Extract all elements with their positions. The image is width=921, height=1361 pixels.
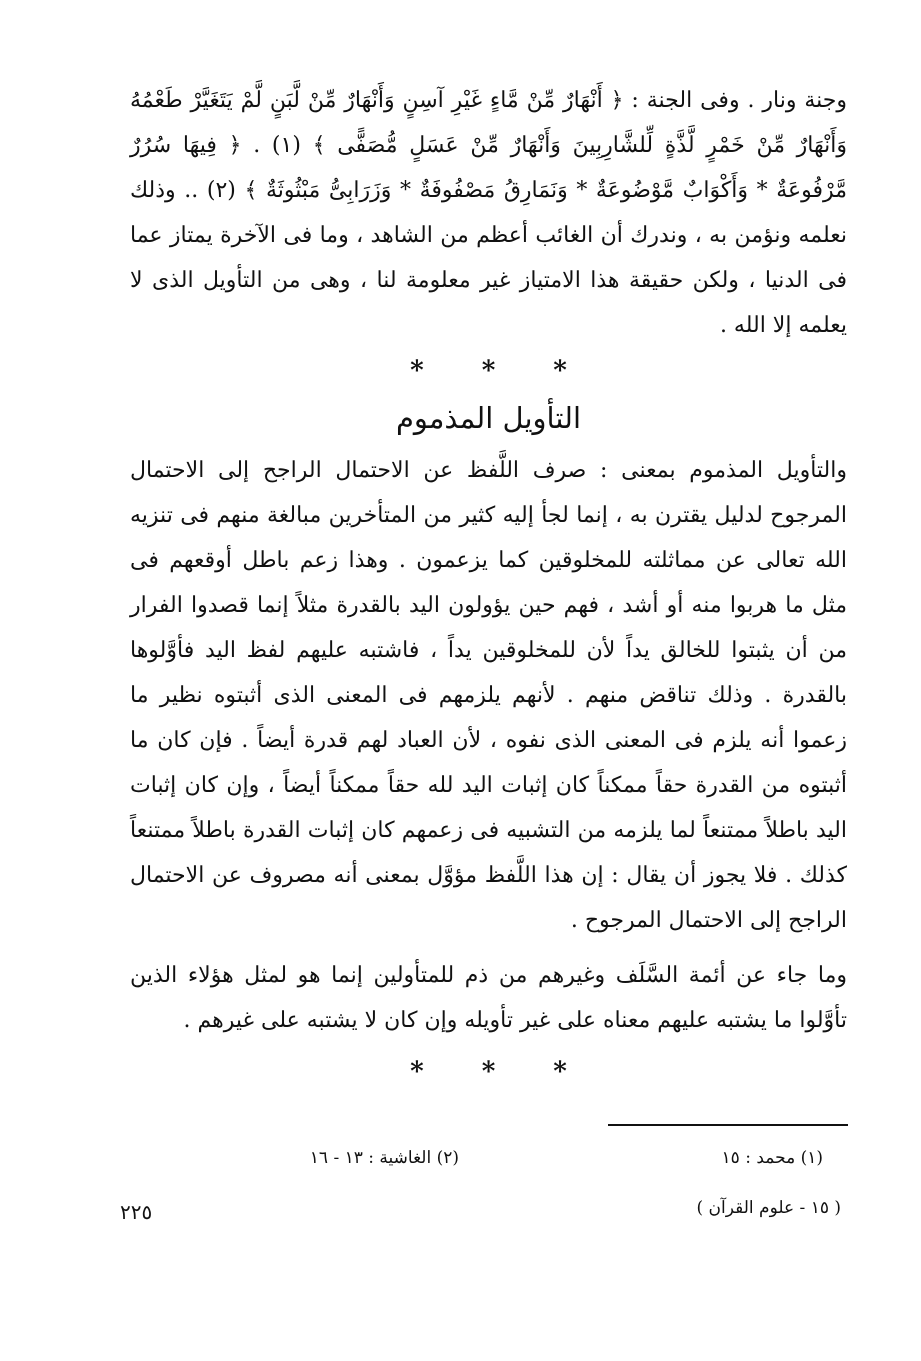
footnote-2: (٢) الغاشية : ١٣ - ١٦ — [309, 1148, 459, 1168]
separator-star: * — [481, 1057, 496, 1087]
paragraph-2: وما جاء عن أئمة السَّلَف وغيرهم من ذم للمتأولين إنما هو لمثل هؤلاء الذين تأوَّلوا ما يشتبه عليهم معناه على غير تأويله وإن كان لا يشتبه على غيرهم . — [130, 963, 847, 1033]
separator-star: * — [553, 356, 567, 386]
footnote-1: (١) محمد : ١٥ — [721, 1148, 823, 1168]
separator-star: * — [481, 356, 496, 386]
page-number: ٢٢٥ — [120, 1200, 153, 1224]
page-body — [130, 78, 847, 1093]
continuation-paragraph: وجنة ونار . وفى الجنة : ﴿ أَنْهَارٌ مِّنْ مَّاءٍ غَيْرِ آسِنٍ وَأَنْهَارٌ مِّنْ لَّبَنٍ لَّمْ يَتَغَيَّرْ طَعْمُهُ وَأَنْهَارٌ مِّنْ خَمْرٍ لَّذَّةٍ لِّلشَّارِبِينَ وَأَنْهَارٌ مِّنْ عَسَلٍ مُّصَفًّى ﴾ (١) . ﴿ فِيهَا سُرُرٌ مَّرْفُوعَةٌ * وَأَكْوَابٌ مَّوْضُوعَةٌ * وَنَمَارِقُ مَصْفُوفَةٌ * وَزَرَابِىُّ مَبْثُوثَةٌ ﴾ (٢) .. وذلك نعلمه ونؤمن به ، وندرك أن الغائب أعظم من الشاهد ، وما فى الآخرة يمتاز عما فى الدنيا ، ولكن حقيقة هذا الامتياز غير معلومة لنا ، وهى من التأويل الذى لا يعلمه إلا الله . — [130, 88, 848, 338]
paragraph-1: والتأويل المذموم بمعنى : صرف اللَّفظ عن الاحتمال الراجح إلى الاحتمال المرجوح لدليل يقترن به ، إنما لجأ إليه كثير من المتأخرين مبالغة منهم فى تنزيه الله تعالى عن مماثلته للمخلوقين كما يزعمون . وهذا زعم باطل أوقعهم فى مثل ما هربوا منه أو أشد ، فهم حين يؤولون اليد بالقدرة مثلاً إنما قصدوا الفرار من أن يثبتوا للخالق يداً لأن للمخلوقين يداً ، فاشتبه عليهم لفظ اليد فأوَّلوها بالقدرة . وذلك تناقض منهم . لأنهم يلزمهم فى المعنى الذى أثبتوه نظير ما زعموا أنه يلزم فى المعنى الذى نفوه ، لأن العباد لهم قدرة أيضاً . فإن كان ما أثبتوه من القدرة حقاً ممكناً كان إثبات اليد لله حقاً ممكناً أيضاً ، وإن كان إثبات اليد باطلاً ممتنعاً لما يلزمه من التشبيه فى زعمهم كان إثبات القدرة باطلاً ممتنعاً كذلك . فلا يجوز أن يقال : إن هذا اللَّفظ مؤوَّل بمعنى أنه مصروف عن الاحتمال الراجح إلى الاحتمال المرجوح . — [130, 458, 847, 933]
separator-star: * — [410, 1057, 424, 1087]
section-heading: التأويل المذموم — [395, 401, 582, 435]
separator-stars-1 — [130, 356, 847, 386]
footnote-divider — [608, 1124, 848, 1126]
separator-star: * — [410, 356, 424, 386]
separator-star: * — [553, 1057, 567, 1087]
separator-stars-2 — [130, 1057, 847, 1087]
book-signature: ( ١٥ - علوم القرآن ) — [696, 1198, 841, 1218]
